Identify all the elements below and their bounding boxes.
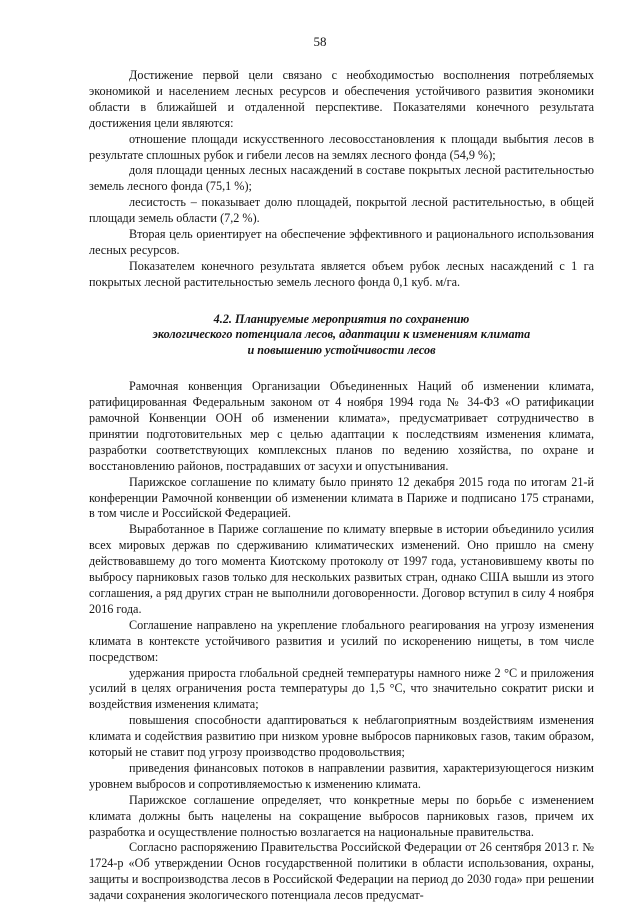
list-item: приведения финансовых потоков в направлении развития, характеризующегося низким уровнем выбросов и сопротивляемостью к изменению климата. xyxy=(89,760,594,791)
paragraph: Парижское соглашение по климату было принято 12 декабря 2015 года по итогам 21-й конференции Рамочной конвенции об изменении климата в Париже и подписано 175 странами, в том числе и Российской Федерацией. xyxy=(89,474,594,521)
section-heading-line: и повышению устойчивости лесов xyxy=(247,342,436,357)
list-item: лесистость – показывает долю площадей, покрытой лесной растительностью, в общей площади земель области (7,2 %). xyxy=(89,195,594,226)
page-number: 58 xyxy=(313,34,327,49)
list-item: отношение площади искусственного лесовосстановления к площади выбытия лесов в результате сплошных рубок и гибели лесов на землях лесного фонда (54,9 %); xyxy=(89,131,594,162)
paragraph: Вторая цель ориентирует на обеспечение эффективного и рационального использования лесных ресурсов. xyxy=(89,227,594,257)
paragraph: Рамочная конвенция Организации Объединенных Наций об изменении климата, ратифицированная Федеральным законом от 4 ноября 1994 года № 34-ФЗ «О ратификации рамочной Конвенции ООН об изменении климата», предусматривает сотрудничество в принятии подготовительных мер с целью адаптации к последствиям изменения климата, разработки соответствующих комплексных планов по ведению хозяйства, по охране и восстановлению районов, пострадавших от засухи и опустынивания. xyxy=(89,379,594,473)
paragraph: Соглашение направлено на укрепление глобального реагирования на угрозу изменения климата в контексте устойчивого развития и усилий по искоренению нищеты, в том числе посредством: xyxy=(89,617,594,664)
paragraph: Показателем конечного результата является объем рубок лесных насаждений с 1 га покрытых лесной растительностью земель лесного фонда 0,1 куб. м/га. xyxy=(89,258,594,289)
section-heading-line: экологического потенциала лесов, адаптации к изменениям климата xyxy=(152,327,531,342)
paragraph: Достижение первой цели связано с необходимостью восполнения потребляемых экономикой и населением лесных ресурсов и обеспечения устойчивого развития экономики области в ближайшей и отдаленной перспективе. Показателями конечного результата достижения цели являются: xyxy=(89,68,594,130)
paragraph: Согласно распоряжению Правительства Российской Федерации от 26 сентября 2013 г. № 1724-р «Об утверждении Основ государственной политики в области использования, охраны, защиты и воспроизводства лесов в Российской Федерации на период до 2030 года» при решении задачи сохранения экологического потенциала лесов предусмат- xyxy=(89,840,594,903)
paragraph: Выработанное в Париже соглашение по климату впервые в истории объединило усилия всех мировых держав по сдерживанию климатических изменений. Оно пришло на смену действовавшему до того момента Киотскому протоколу от 1997 года, установившему квоты по выбросу парниковых газов только для нескольких развитых стран, однако США вышли из этого соглашения, а ряд других стран не выполнили договоренности. Договор вступил в силу 4 ноября 2016 года. xyxy=(89,522,594,616)
document-body xyxy=(89,68,594,904)
list-item: повышения способности адаптироваться к неблагоприятным воздействиям изменения климата и содействия развитию при низком уровне выбросов парниковых газов, таким образом, который не ставит под угрозу производство продовольствия; xyxy=(89,713,594,760)
list-item: удержания прироста глобальной средней температуры намного ниже 2 °C и приложения усилий в целях ограничения роста температуры до 1,5 °C, что значительно сократит риски и воздействия изменения климата; xyxy=(89,665,594,712)
list-item: доля площади ценных лесных насаждений в составе покрытых лесной растительностью земель лесного фонда (75,1 %); xyxy=(89,163,594,194)
paragraph: Парижское соглашение определяет, что конкретные меры по борьбе с изменением климата должны быть нацелены на сокращение выбросов парниковых газов, причем их разработка и осуществление полностью возлагается на национальные правительства. xyxy=(89,792,594,839)
section-heading-line: 4.2. Планируемые мероприятия по сохранению xyxy=(213,311,470,326)
section-heading xyxy=(89,312,594,359)
